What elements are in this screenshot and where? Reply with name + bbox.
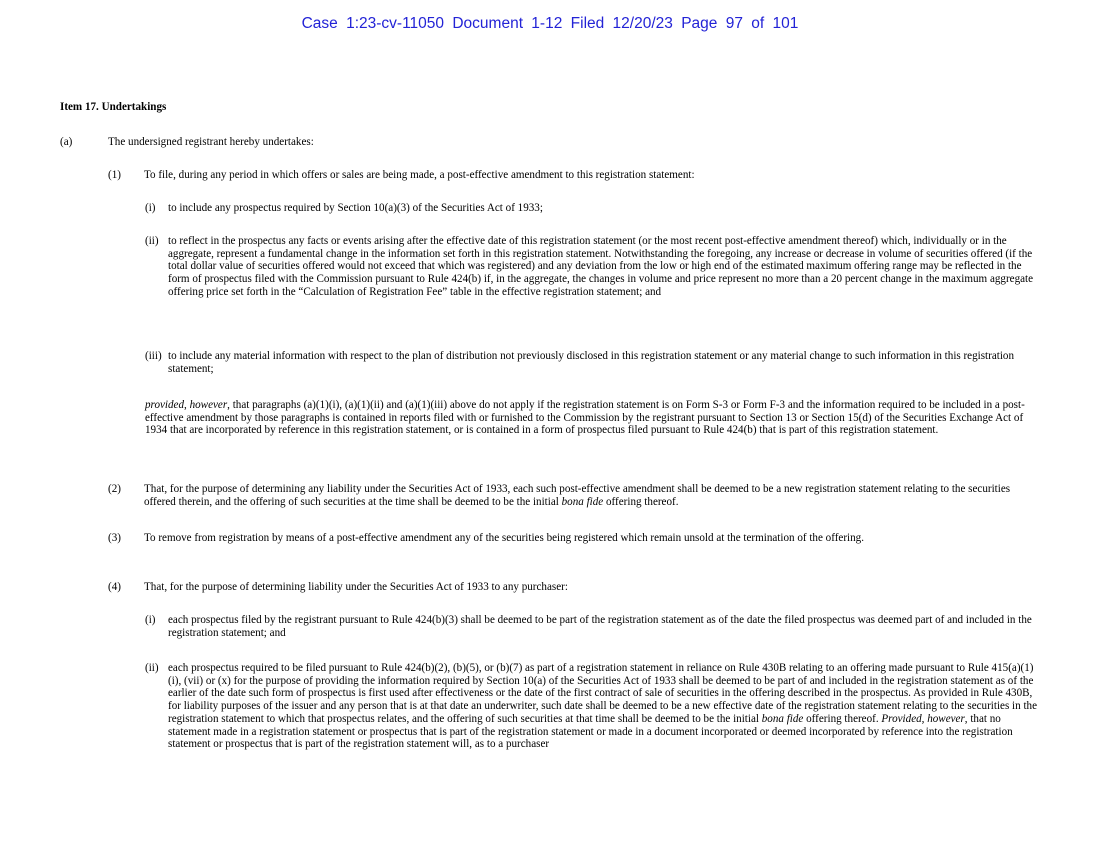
case-header — [0, 15, 1100, 33]
clause-a-text: The undersigned registrant hereby undertakes: — [108, 136, 314, 148]
item-4-ii-italic: bona fide — [761, 712, 804, 725]
item-2-text — [144, 483, 1038, 508]
item-4-i-label: (i) — [145, 614, 156, 626]
item-1-i-label: (i) — [145, 202, 156, 214]
item-2 — [108, 483, 1040, 511]
item-1 — [108, 169, 1038, 183]
item-4-ii-text-before: each prospectus required to be filed pursuant to Rule 424(b)(2), (b)(5), or (b)(7) as part of a registration statement in reliance on Rule 430B relating to an offering made pursuant to Rule 415(a)(1)(i), (vii) or (x) for the purpose of providing the information required by Section 10(a) of the Securities Act of 1933 shall be deemed to be part of and included in the registration statement as of the earlier of the date such form of prospectus is first used after effectiveness or the date of the first contract of sale of securities in the offering described in the prospectus. As provided in Rule 430B, for liability purposes of the issuer and any person that is at that date an underwriter, such date shall be deemed to be a new effective date of the registration statement relating to the securities in the registration statement to which that prospectus relates, and the offering of such securities at that time shall be deemed to be the initial — [168, 662, 1037, 725]
document-number: Document 1-12 — [452, 15, 563, 32]
item-4-i-text: each prospectus filed by the registrant pursuant to Rule 424(b)(3) shall be deemed to be part of the registration statement as of the date the filed prospectus was deemed part of and included in the registration statement; and — [168, 614, 1032, 639]
item-4 — [108, 581, 1038, 595]
item-1-iii-text: to include any material information with respect to the plan of distribution not previously disclosed in this registration statement or any material change to such information in this registration statement; — [168, 350, 1015, 375]
item-4-ii-label: (ii) — [145, 662, 159, 674]
item-4-ii-text-mid: offering thereof. — [803, 712, 882, 725]
item-3-label: (3) — [108, 532, 121, 544]
clause-a — [60, 136, 1040, 150]
clause-a-label: (a) — [60, 136, 73, 148]
page-number: Page 97 of 101 — [681, 15, 799, 32]
item-1-iii — [145, 350, 1040, 378]
item-4-label: (4) — [108, 581, 121, 593]
item-1-text: To file, during any period in which offers or sales are being made, a post-effective amendment to this registration statement: — [144, 169, 695, 181]
item-4-i — [145, 614, 1040, 642]
item-2-label: (2) — [108, 483, 121, 495]
item-1-ii-text: to reflect in the prospectus any facts or events arising after the effective date of this registration statement (or the most recent post-effective amendment thereof) which, individually or in the aggregate, represent a fundamental change in the information set forth in this registration statement. Notwithstanding the foregoing, any increase or decrease in volume of securities offered (if the total dollar value of securities offered would not exceed that which was registered) and any deviation from the low or high end of the estimated maximum offering range may be reflected in the form of prospectus filed with the Commission pursuant to Rule 424(b) if, in the aggregate, the changes in volume and price represent no more than a 20 percent change in the maximum aggregate offering price set forth in the “Calculation of Registration Fee” table in the effective registration statement; and — [168, 235, 1034, 298]
item-1-i-text: to include any prospectus required by Section 10(a)(3) of the Securities Act of 1933; — [168, 202, 543, 214]
item-4-text: That, for the purpose of determining liability under the Securities Act of 1933 to any purchaser: — [144, 581, 568, 593]
item-2-italic: bona fide — [561, 495, 604, 508]
item-1-ii-label: (ii) — [145, 235, 159, 247]
proviso-italic: provided — [145, 399, 185, 411]
section-heading: Item 17. Undertakings — [60, 101, 167, 113]
proviso-italic-however: however — [189, 399, 228, 411]
item-1-iii-label: (iii) — [145, 350, 162, 362]
filed-date: Filed 12/20/23 — [570, 15, 673, 32]
case-number: Case 1:23-cv-11050 — [301, 15, 445, 32]
item-2-text-before: That, for the purpose of determining any liability under the Securities Act of 1933, each such post-effective amendment shall be deemed to be a new registration statement relating to the securities offered therein, and the offering of such securities at the time shall be deemed to be the initial — [144, 483, 1011, 508]
item-4-ii-text — [168, 662, 1038, 751]
item-2-text-after: offering thereof. — [603, 495, 679, 508]
item-1-label: (1) — [108, 169, 121, 181]
proviso-text: , that paragraphs (a)(1)(i), (a)(1)(ii) and (a)(1)(iii) above do not apply if the registration statement is on Form S-3 or Form F-3 and the information required to be included in a post-effective amendment by those paragraphs is contained in reports filed with or furnished to the Commission by the registrant pursuant to Section 13 or Section 15(d) of the Securities Exchange Act of 1934 that are incorporated by reference in this registration statement, or is contained in a form of prospectus filed pursuant to Rule 424(b) that is part of this registration statement. — [145, 399, 1025, 437]
item-4-ii-text-after: , that no statement made in a registration statement or prospectus that is part of the registration statement or made in a document incorporated or deemed incorporated by reference into the registration statement or prospectus that is part of the registration statement will, as to a purchaser — [168, 712, 1013, 751]
item-1-i — [145, 202, 1035, 216]
item-4-ii — [145, 662, 1040, 842]
item-1-ii — [145, 235, 1040, 325]
proviso-comma: , — [184, 399, 190, 411]
item-3-text: To remove from registration by means of a post-effective amendment any of the securities being registered which remain unsold at the termination of the offering. — [144, 532, 864, 544]
item-3 — [108, 532, 1040, 560]
proviso-paragraph — [145, 399, 1037, 437]
item-4-ii-italic-provided: Provided, however — [881, 712, 965, 725]
